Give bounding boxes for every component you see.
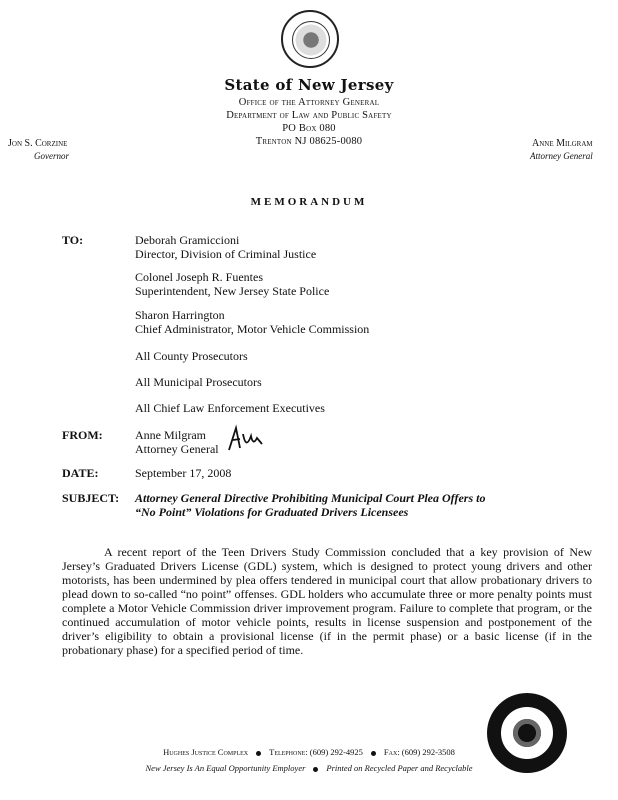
subject-line-2: “No Point” Violations for Graduated Drivers Licensees [135,505,409,519]
footer-address: Hughes Justice Complex [163,747,249,757]
recipient-6: All Chief Law Enforcement Executives [135,401,325,415]
recipient-3 [135,308,369,336]
from-label: FROM: [62,428,103,442]
footer-contact [0,747,618,757]
recipient-title: Superintendent, New Jersey State Police [135,284,330,298]
bullet-icon [371,751,376,756]
recipient-1 [135,233,316,261]
recipient-name: Deborah Gramiccioni [135,233,240,247]
governor-title: Governor [34,151,69,161]
recipient-title: Chief Administrator, Motor Vehicle Commission [135,322,370,336]
recipient-5: All Municipal Prosecutors [135,375,262,389]
attorney-general-name: Anne Milgram [532,138,593,149]
footer-fax: Fax: (609) 292-3508 [383,747,455,757]
to-label: TO: [62,233,84,247]
footer-recycled: Printed on Recycled Paper and Recyclable [326,763,473,773]
date-label: DATE: [62,466,99,480]
bullet-icon [313,767,318,772]
footer-telephone: Telephone: (609) 292-4925 [269,747,363,757]
recipient-title: Director, Division of Criminal Justice [135,247,317,261]
recipient-name: Colonel Joseph R. Fuentes [135,270,263,284]
po-box: PO Box 080 [282,123,336,134]
recipient-2 [135,270,329,298]
bullet-icon [256,751,261,756]
attorney-general-title: Attorney General [530,151,593,161]
state-seal-icon [281,10,339,68]
office-name: Office of the Attorney General [238,97,380,108]
from-title: Attorney General [135,442,219,456]
body-paragraph: A recent report of the Teen Drivers Study Commission concluded that a key provision of New Jersey’s Graduated Drivers License (GDL) system, which is designed to protect young drivers and other motorists, has been undermined by plea offers tendered in municipal court that allow probationary drivers to plead down to so-called “no point” offenses. GDL holders who accumulate three or more penalty points must complete a Motor Vehicle Commission driver improvement program. Failure to complete that program, or the continued accumulation of motor vehicle points, results in license suspension and postponement of the driver’s eligibility to obtain a provisional license (if in the permit phase) or a basic license (if in the probationary phase) for a specified period of time. [62,545,592,657]
footer-notice [0,763,618,773]
recipient-4: All County Prosecutors [135,349,248,363]
date-value: September 17, 2008 [135,466,232,480]
attorney-general-seal-icon [487,693,567,773]
subject-text [135,491,575,519]
signature-icon [226,424,266,454]
city-address: Trenton NJ 08625-0080 [255,136,363,147]
from-block [135,428,219,456]
footer-equal-opportunity: New Jersey Is An Equal Opportunity Employer [145,763,306,773]
recipient-name: Sharon Harrington [135,308,225,322]
subject-line-1: Attorney General Directive Prohibiting Municipal Court Plea Offers to [135,491,486,505]
governor-name: Jon S. Corzine [8,138,68,149]
subject-label: SUBJECT: [62,491,120,505]
from-name: Anne Milgram [135,428,206,442]
department-name: Department of Law and Public Safety [226,110,392,121]
memo-title: MEMORANDUM [250,196,368,208]
state-title: State of New Jersey [224,76,394,94]
